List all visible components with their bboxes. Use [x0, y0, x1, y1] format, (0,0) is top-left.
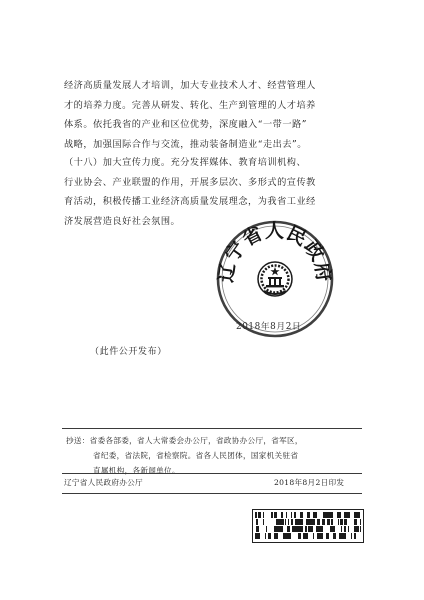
barcode-module	[279, 519, 281, 525]
barcode-module	[308, 519, 311, 525]
barcode-module	[268, 533, 271, 539]
paragraph-line: （十八）加大宣传力度。充分发挥媒体、教育培训机构、	[64, 157, 307, 168]
body-paragraph-1	[64, 76, 362, 154]
barcode-module	[338, 519, 339, 525]
barcode-module	[354, 512, 357, 518]
public-release-note: （此件公开发布）	[90, 347, 167, 357]
barcode-module	[341, 533, 342, 539]
barcode-module	[327, 512, 330, 518]
barcode-module	[266, 526, 267, 532]
barcode-module	[313, 512, 315, 518]
barcode-module	[348, 526, 349, 532]
barcode-module	[298, 526, 299, 532]
barcode-module	[359, 512, 360, 518]
barcode-module	[286, 512, 287, 518]
barcode-module	[344, 533, 346, 539]
document-barcode	[252, 509, 364, 543]
barcode-module	[332, 526, 335, 532]
barcode-module	[318, 526, 321, 532]
barcode-module	[285, 519, 286, 525]
barcode-module	[281, 519, 284, 525]
barcode-module	[356, 526, 359, 532]
barcode-module	[311, 519, 313, 525]
barcode-module	[351, 533, 352, 539]
barcode-module	[317, 533, 318, 539]
barcode-module	[255, 512, 257, 518]
barcode-module	[360, 519, 361, 525]
barcode-module	[258, 533, 260, 539]
barcode-module	[271, 512, 273, 518]
barcode-module	[289, 533, 291, 539]
barcode-module	[287, 526, 288, 532]
issuing-office: 辽宁省人民政府办公厅	[64, 478, 143, 487]
barcode-module	[306, 519, 308, 525]
barcode-module	[277, 526, 278, 532]
barcode-module	[320, 533, 321, 539]
barcode-module	[333, 533, 336, 539]
barcode-module	[330, 526, 332, 532]
paragraph-line: 经济高质量发展人才培训，加大专业技术人才、经营管理人	[64, 80, 316, 91]
barcode-module	[301, 519, 303, 525]
barcode-module	[331, 519, 333, 525]
print-date: 2018年8月2日印发	[274, 478, 345, 487]
barcode-module	[281, 512, 283, 518]
barcode-module	[321, 526, 323, 532]
barcode-module	[299, 526, 300, 532]
barcode-module	[295, 512, 296, 518]
barcode-module	[337, 512, 340, 518]
barcode-module	[306, 533, 307, 539]
barcode-module	[324, 512, 327, 518]
barcode-module	[330, 512, 333, 518]
barcode-module	[327, 519, 330, 525]
barcode-module	[292, 526, 295, 532]
barcode-module	[288, 519, 289, 525]
barcode-module	[303, 533, 306, 539]
barcode-module	[307, 512, 310, 518]
barcode-module	[300, 512, 303, 518]
divider	[62, 473, 362, 474]
barcode-module	[284, 533, 286, 539]
barcode-module	[274, 533, 276, 539]
barcode-module	[313, 519, 315, 525]
barcode-module	[354, 519, 357, 525]
barcode-module	[291, 512, 292, 518]
barcode-module	[263, 512, 264, 518]
barcode-module	[276, 519, 277, 525]
barcode-module	[255, 533, 258, 539]
cc-line: 抄送：省委各部委，省人大常委会办公厅，省政协办公厅，省军区，	[66, 436, 303, 445]
barcode-module	[256, 519, 258, 525]
barcode-module	[258, 512, 260, 518]
barcode-module	[315, 512, 317, 518]
barcode-module	[295, 519, 296, 525]
barcode-module	[341, 526, 342, 532]
barcode-module	[340, 512, 341, 518]
barcode-module	[354, 526, 356, 532]
paragraph-line: 行业协会、产业联盟的作用，开展多层次、多形式的宣传教	[64, 176, 316, 188]
barcode-module	[278, 526, 281, 532]
barcode-module	[294, 512, 295, 518]
cc-line: 省纪委，省法院，省检察院。省各人民团体，国家机关驻省	[93, 451, 299, 460]
barcode-module	[316, 526, 318, 532]
barcode-module	[305, 526, 307, 532]
barcode-module	[360, 526, 361, 532]
barcode-module	[323, 512, 324, 518]
cc-line: 直属机构，各新闻单位。	[93, 466, 180, 475]
barcode-module	[344, 519, 345, 525]
barcode-module	[344, 526, 346, 532]
barcode-module	[347, 512, 349, 518]
barcode-module	[357, 512, 359, 518]
signature-date: 2018年8月2日	[236, 322, 302, 332]
barcode-module	[344, 512, 345, 518]
barcode-module	[317, 519, 320, 525]
barcode-module	[346, 519, 347, 525]
barcode-module	[283, 533, 284, 539]
paragraph-line: 育活动，积极传播工业经济高质量发展理念，为我省工业经	[64, 196, 316, 207]
national-emblem-icon	[258, 262, 292, 296]
seal-text: 辽宁省人民政府	[215, 220, 335, 284]
barcode-module	[288, 526, 290, 532]
barcode-module	[298, 519, 301, 525]
paragraph-line: 济发展营造良好社会氛围。	[64, 215, 181, 227]
barcode-module	[298, 533, 300, 539]
barcode-module	[263, 519, 264, 525]
cc-distribution	[66, 433, 362, 478]
barcode-module	[276, 533, 278, 539]
barcode-module	[291, 519, 293, 525]
barcode-module	[308, 526, 311, 532]
barcode-module	[355, 533, 356, 539]
barcode-module	[318, 533, 320, 539]
divider	[62, 428, 362, 429]
barcode-module	[296, 519, 298, 525]
barcode-module	[313, 533, 314, 539]
barcode-module	[340, 519, 343, 525]
barcode-module	[339, 533, 341, 539]
barcode-module	[326, 533, 329, 539]
barcode-module	[256, 526, 257, 532]
divider	[62, 493, 362, 494]
barcode-module	[274, 526, 277, 532]
barcode-module	[300, 526, 303, 532]
barcode-module	[260, 512, 261, 518]
paragraph-line: 体系。依托我省的产业和区位优势，深度融入“一带一路”	[64, 119, 307, 130]
barcode-module	[265, 533, 266, 539]
barcode-module	[257, 526, 259, 532]
barcode-module	[342, 533, 344, 539]
barcode-module	[345, 512, 347, 518]
barcode-module	[354, 533, 355, 539]
barcode-module	[349, 512, 350, 518]
barcode-module	[281, 526, 283, 532]
barcode-module	[295, 526, 298, 532]
barcode-module	[321, 533, 323, 539]
barcode-module	[322, 519, 325, 525]
barcode-module	[345, 519, 346, 525]
barcode-module	[277, 519, 279, 525]
paragraph-line: 才的培养力度。完善从研发、转化、生产到管理的人才培养	[64, 99, 316, 111]
barcode-module	[274, 512, 277, 518]
barcode-module	[307, 533, 308, 539]
barcode-module	[286, 533, 289, 539]
barcode-module	[300, 533, 301, 539]
barcode-module	[311, 526, 313, 532]
paragraph-line: 战略，加强国际合作与交流，推动装备制造业“走出去”。	[64, 138, 307, 150]
